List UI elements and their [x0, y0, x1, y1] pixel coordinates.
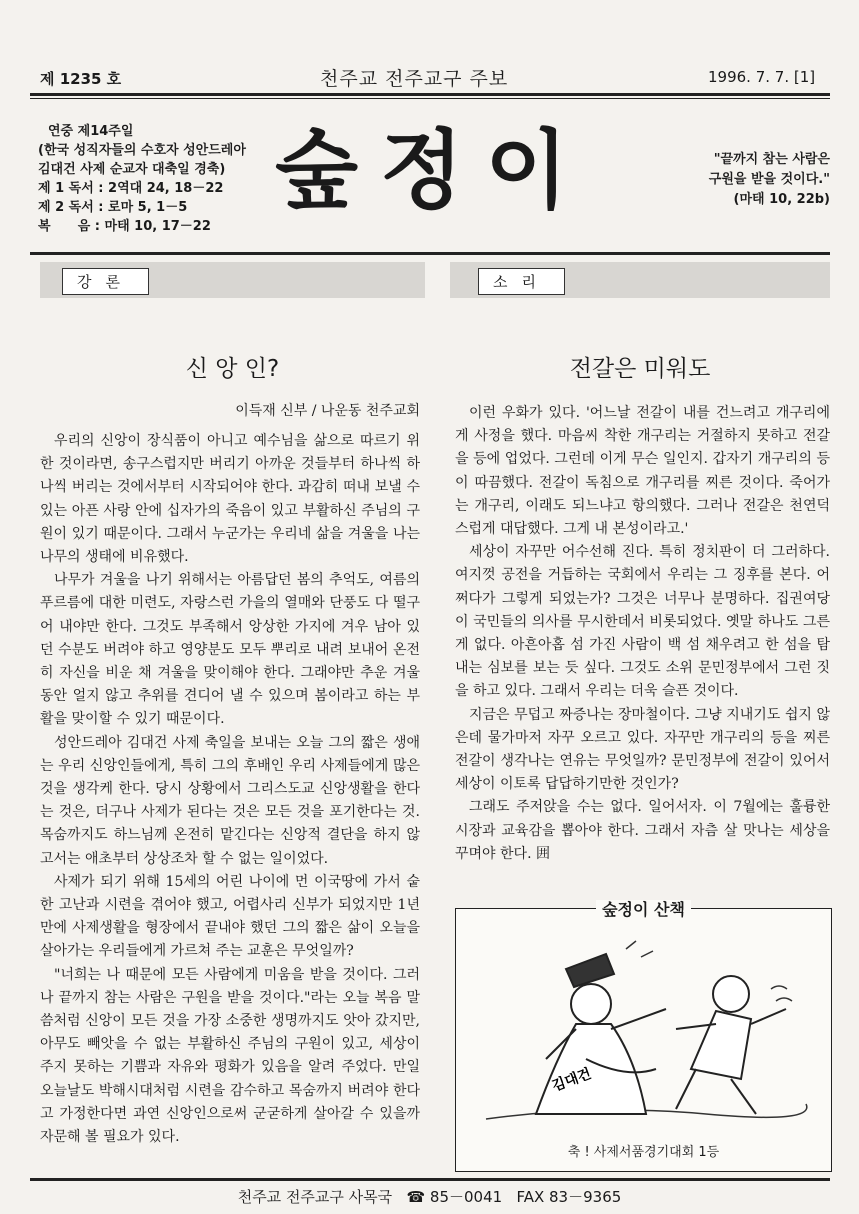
second-reading: 제 2 독서 : 로마 5, 1－5	[38, 200, 188, 215]
liturgy-info	[38, 122, 246, 236]
homily-byline: 이득재 신부 / 나운동 천주교회	[235, 403, 420, 419]
column-paragraph: 세상이 자꾸만 어수선해 진다. 특히 정치판이 더 그러하다. 여지껏 공전을 거듭하는 국회에서 우리는 그 징후를 본다. 어쩌다가 그렇게 되었는가? 그것은 너무나 분명하다. 집권여당이 국민들의 의사를 무시한데서 비롯되었다. 옛말 하나도 그른 게 없다. 아흔아홉 섬 가진 사람이 백 섬 채우려고 한 섬을 탐내는 심보를 보는 듯 싶다. 그것도 소위 문민정부에서 그런 짓을 하고 있다. 그래서 우리는 더욱 슬픈 것이다.	[455, 544, 830, 700]
cartoon-sash-text: 김대건	[549, 1065, 594, 1095]
issue-number: 제 1235 호	[40, 70, 122, 88]
voice-tab: 소리	[478, 268, 565, 295]
masthead-logo: 숲정이	[275, 121, 591, 221]
running-figure	[676, 976, 786, 1114]
homily-tab: 강론	[62, 268, 149, 295]
column-paragraph: 그래도 주저앉을 수는 없다. 일어서자. 이 7월에는 훌륭한 시장과 교육감을 뽑아야 한다. 그래서 자츰 살 맛나는 세상을 꾸며야 한다. 囲	[455, 799, 830, 862]
column-paragraph: 이런 우화가 있다. '어느날 전갈이 내를 건느려고 개구리에게 사정을 했다. 마음씨 착한 개구리는 거절하지 못하고 전갈을 등에 업었다. 그런데 이게 무슨 일인지. 갑자기 개구리의 등이 따끔했다. 전갈이 독침으로 개구리를 찌른 것이다. 죽어가는 개구리, 이래도 되느냐고 항의했다. 그러나 전갈은 천연덕스럽게 대답했다. 그게 내 본성이라고.'	[455, 405, 830, 538]
header-rule-thin	[30, 98, 830, 99]
footer-contact: 천주교 전주교구 사목국 ☎ 85－0041 FAX 83－9365	[237, 1188, 622, 1206]
cartoon-box	[455, 900, 832, 1172]
first-reading: 제 1 독서 : 2역대 24, 18－22	[38, 181, 224, 196]
section-rule	[30, 252, 830, 255]
homily-paragraph: "너희는 나 때문에 모든 사람에게 미움을 받을 것이다. 그러나 끝까지 참는 사람은 구원을 받을 것이다."라는 오늘 복음 말씀처럼 신앙이 모든 것을 가장 소중한 생명까지도 앗아 갔지만, 아무도 빼앗을 수 없는 부활하신 주님의 구원이 있고, 세상이 주지 못하는 기쁨과 자유와 평화가 있음을 알려 주었다. 만일 오늘날도 박해시대처럼 시련을 감수하고 목숨까지 버려야 한다고 가정한다면 과연 신앙인으로써 군굳하게 살아갈 수 있을까 자문해 볼 필요가 있다.	[40, 966, 420, 1146]
liturgy-sunday: 연중 제14주일	[48, 124, 134, 139]
gospel-reading: 복 음 : 마태 10, 17－22	[38, 219, 211, 234]
publication-name: 천주교 전주교구 주보	[320, 68, 509, 90]
motto-citation: (마태 10, 22b)	[733, 192, 830, 207]
column-paragraph: 지금은 무덥고 짜증나는 장마철이다. 그냥 지내기도 쉽지 않은데 물가마저 자꾸 오르고 있다. 자꾸만 개구리의 등을 찌른 전갈이 생각나는 연유는 무엇일까? 문민정부에 전갈이 있어서 세상이 이토록 답답하기만한 것인가?	[455, 706, 830, 793]
column-body	[455, 402, 830, 866]
footer-rule	[30, 1178, 830, 1181]
cartoon-title	[456, 897, 831, 920]
homily-title: 신 앙 인?	[185, 356, 280, 382]
homily-paragraph: 성안드레아 김대건 사제 축일을 보내는 오늘 그의 짧은 생애는 우리 신앙인들에게, 특히 그의 후배인 우리 사제들에게 많은 것을 생각케 한다. 당시 상황에서 그리스도교 신앙생활을 한다는 것은, 더구나 사제가 된다는 것은 모든 것을 포기한다는 것. 목숨까지도 하느님께 온전히 맡긴다는 신앙적 결단을 하지 않고서는 애초부터 상상조차 할 수 없는 일이었다.	[40, 734, 420, 867]
liturgy-feast-1: (한국 성직자들의 수호자 성안드레아	[38, 143, 246, 158]
motto-line: "끝까지 참는 사람은	[713, 152, 830, 167]
liturgy-feast-2: 김대건 사제 순교자 대축일 경축)	[38, 162, 226, 177]
cartoon-caption: 축 ! 사제서품경기대회 1등	[567, 1145, 720, 1160]
motto-quote	[640, 150, 830, 210]
homily-paragraph: 나무가 겨울을 나기 위해서는 아름답던 봄의 추억도, 여름의 푸르름에 대한 미련도, 자랑스런 가을의 열매와 단풍도 다 떨구어 내야만 한다. 그것도 부족해서 앙상한 가지에 겨우 남아 있던 수분도 버려야 하고 영양분도 모두 뿌리로 내려 보내어 온전히 자신을 비운 채 겨울을 맞이해야 한다. 그래야만 추운 겨울 동안 얼지 않고 추위를 견디어 낼 수 있으며 봄이라고 하는 부활을 맞이할 수 있기 때문이다.	[40, 572, 420, 728]
cartoon-title-text: 숲정이 산책	[596, 900, 691, 919]
homily-paragraph: 우리의 신앙이 장식품이 아니고 예수님을 삶으로 따르기 위한 것이라면, 송구스럽지만 버리기 아까운 것들부터 하나씩 하나씩 버리는 것에서부터 시작되어야 한다. 과감히 떠내 보낼 수 있는 아픈 사랑 안에 십자가의 죽음이 있고 부활하신 주님의 구원이 있기 때문이다. 그래서 누군가는 우리네 삶을 겨울을 나는 나무의 생태에 비유했다.	[40, 433, 420, 566]
header-rule	[30, 93, 830, 96]
column-title: 전갈은 미워도	[569, 356, 711, 382]
homily-paragraph: 사제가 되기 위해 15세의 어린 나이에 먼 이국땅에 가서 숱한 고난과 시련을 겪어야 했고, 어렵사리 신부가 되었지만 1년만에 사제생활을 형장에서 끝내야 했던 그의 짧은 삶이 오늘을 살아가는 우리들에게 가르쳐 주는 교훈은 무엇일까?	[40, 873, 420, 960]
cartoon-illustration	[476, 929, 811, 1134]
issue-date: 1996. 7. 7. [1]	[708, 68, 816, 86]
homily-body	[40, 430, 420, 1149]
motto-line: 구원을 받을 것이다."	[708, 172, 830, 187]
